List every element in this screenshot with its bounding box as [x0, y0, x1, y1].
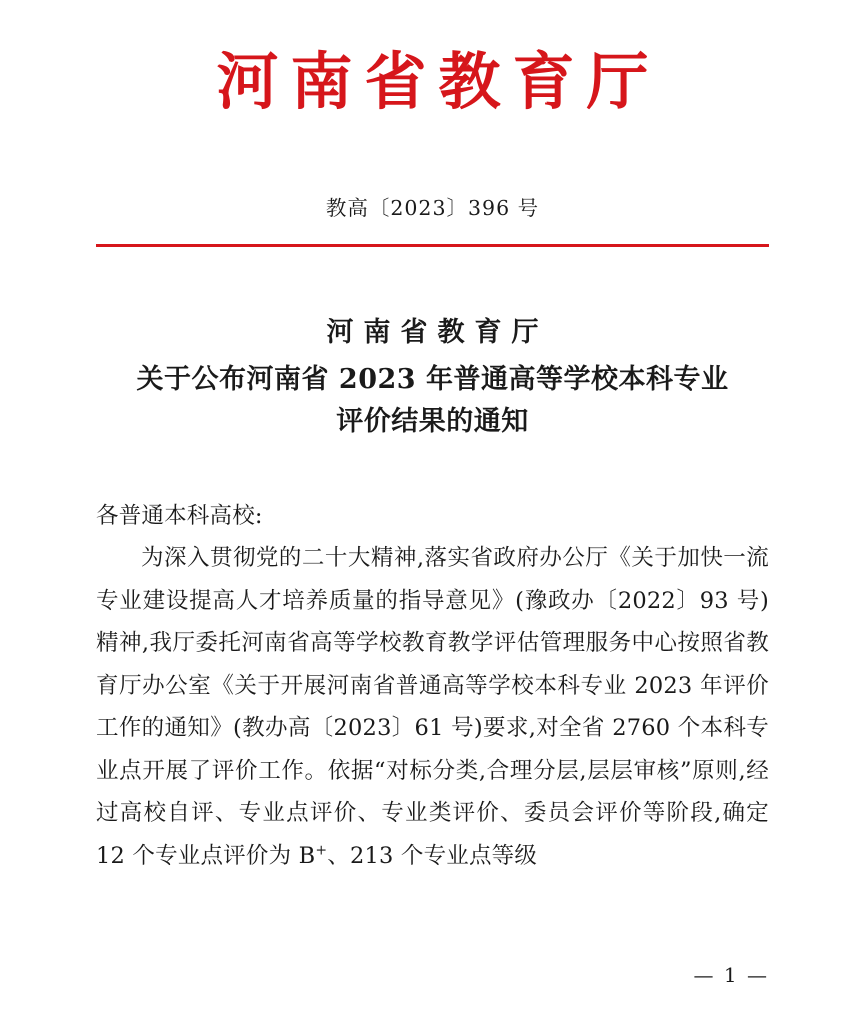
title-line-1: 河南省教育厅 — [326, 316, 549, 348]
paragraph-1-superscript: + — [315, 842, 328, 859]
page-number: — 1 — — [693, 963, 769, 987]
document-number: 教高〔2023〕396 号 — [325, 196, 540, 221]
paragraph-1-text-part-2: 、213 个专业点等级 — [327, 842, 538, 869]
masthead — [96, 0, 769, 117]
paragraph-1 — [96, 537, 769, 877]
red-separator-rule — [96, 244, 769, 247]
paragraph-1-text-part-1: 为深入贯彻党的二十大精神,落实省政府办公厅《关于加快一流专业建设提高人才培养质量的指导意见》(豫政办〔2022〕93 号)精神,我厅委托河南省高等学校教育教学评估管理服务中心按照省教育厅办公室《关于开展河南省普通高等学校本科专业 2023 年评价工作的通知》(教办高〔2023〕61 号)要求,对全省 2760 个本科专业点开展了评价工作。依据“对标分类,合理分层,层层审核”原则,经过高校自评、专业点评价、专业类评价、委员会评价等阶段,确定 12 个专业点评价为 B — [96, 545, 769, 869]
issuing-authority-title: 河南省教育厅 — [216, 45, 661, 118]
body-text — [96, 495, 769, 878]
salutation: 各普通本科高校: — [96, 502, 263, 529]
title-line-3: 评价结果的通知 — [336, 406, 529, 438]
title-line-2: 关于公布河南省 2023 年普通高等学校本科专业 — [136, 364, 729, 396]
title-block — [96, 313, 769, 443]
